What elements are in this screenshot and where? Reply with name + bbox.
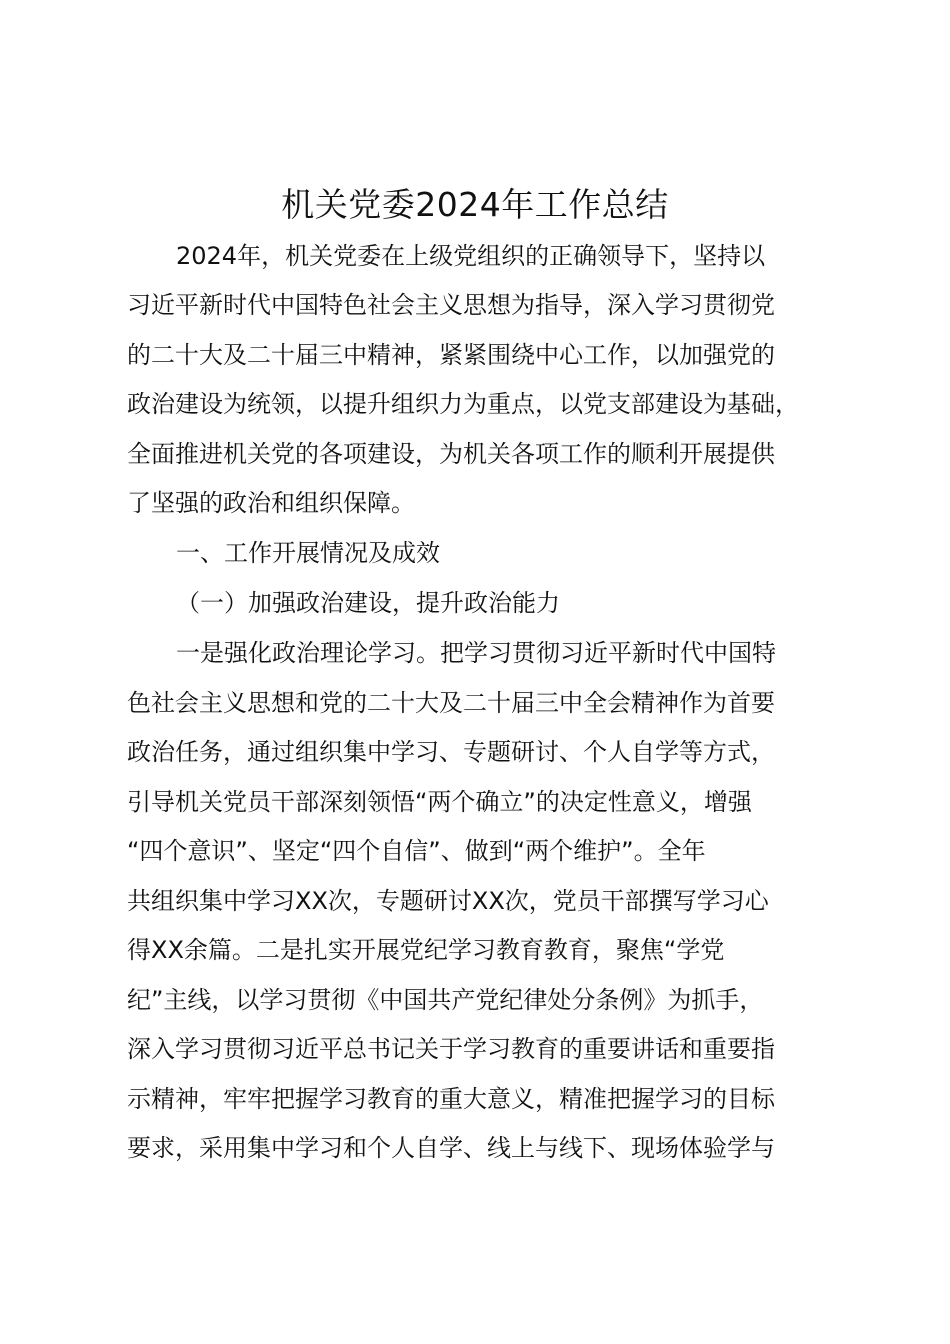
paragraph-line: 政治任务，通过组织集中学习、专题研讨、个人自学等方式， (127, 738, 775, 766)
paragraph-line: 示精神，牢牢把握学习教育的重大意义，精准把握学习的目标 (127, 1085, 775, 1113)
paragraph-line: 全面推进机关党的各项建设，为机关各项工作的顺利开展提供 (127, 440, 775, 468)
section-heading: 一、工作开展情况及成效 (176, 539, 440, 567)
paragraph-line: 深入学习贯彻习近平总书记关于学习教育的重要讲话和重要指 (127, 1035, 775, 1063)
document-title: 机关党委2024年工作总结 (281, 185, 669, 224)
paragraph-line: 的二十大及二十届三中精神，紧紧围绕中心工作，以加强党的 (127, 341, 775, 369)
paragraph-line: 一是强化政治理论学习。把学习贯彻习近平新时代中国特 (176, 639, 776, 667)
paragraph-line: 要求，采用集中学习和个人自学、线上与线下、现场体验学与 (127, 1134, 775, 1162)
subsection-heading: （一）加强政治建设，提升政治能力 (176, 589, 560, 617)
paragraph-line: “四个意识”、坚定“四个自信”、做到“两个维护”。全年 (127, 837, 706, 865)
paragraph-line: 2024年，机关党委在上级党组织的正确领导下，坚持以 (176, 242, 766, 270)
paragraph-line: 引导机关党员干部深刻领悟“两个确立”的决定性意义，增强 (127, 788, 752, 816)
paragraph-line: 得XX余篇。二是扎实开展党纪学习教育教育，聚焦“学党 (127, 936, 725, 964)
paragraph-line: 纪”主线，以学习贯彻《中国共产党纪律处分条例》为抓手， (127, 986, 764, 1014)
paragraph-line: 政治建设为统领，以提升组织力为重点，以党支部建设为基础， (127, 390, 799, 418)
paragraph-line: 色社会主义思想和党的二十大及二十届三中全会精神作为首要 (127, 689, 775, 717)
paragraph-line: 了坚强的政治和组织保障。 (127, 489, 415, 517)
paragraph-line: 习近平新时代中国特色社会主义思想为指导，深入学习贯彻党 (127, 291, 775, 319)
paragraph-line: 共组织集中学习XX次，专题研讨XX次，党员干部撰写学习心 (127, 887, 769, 915)
